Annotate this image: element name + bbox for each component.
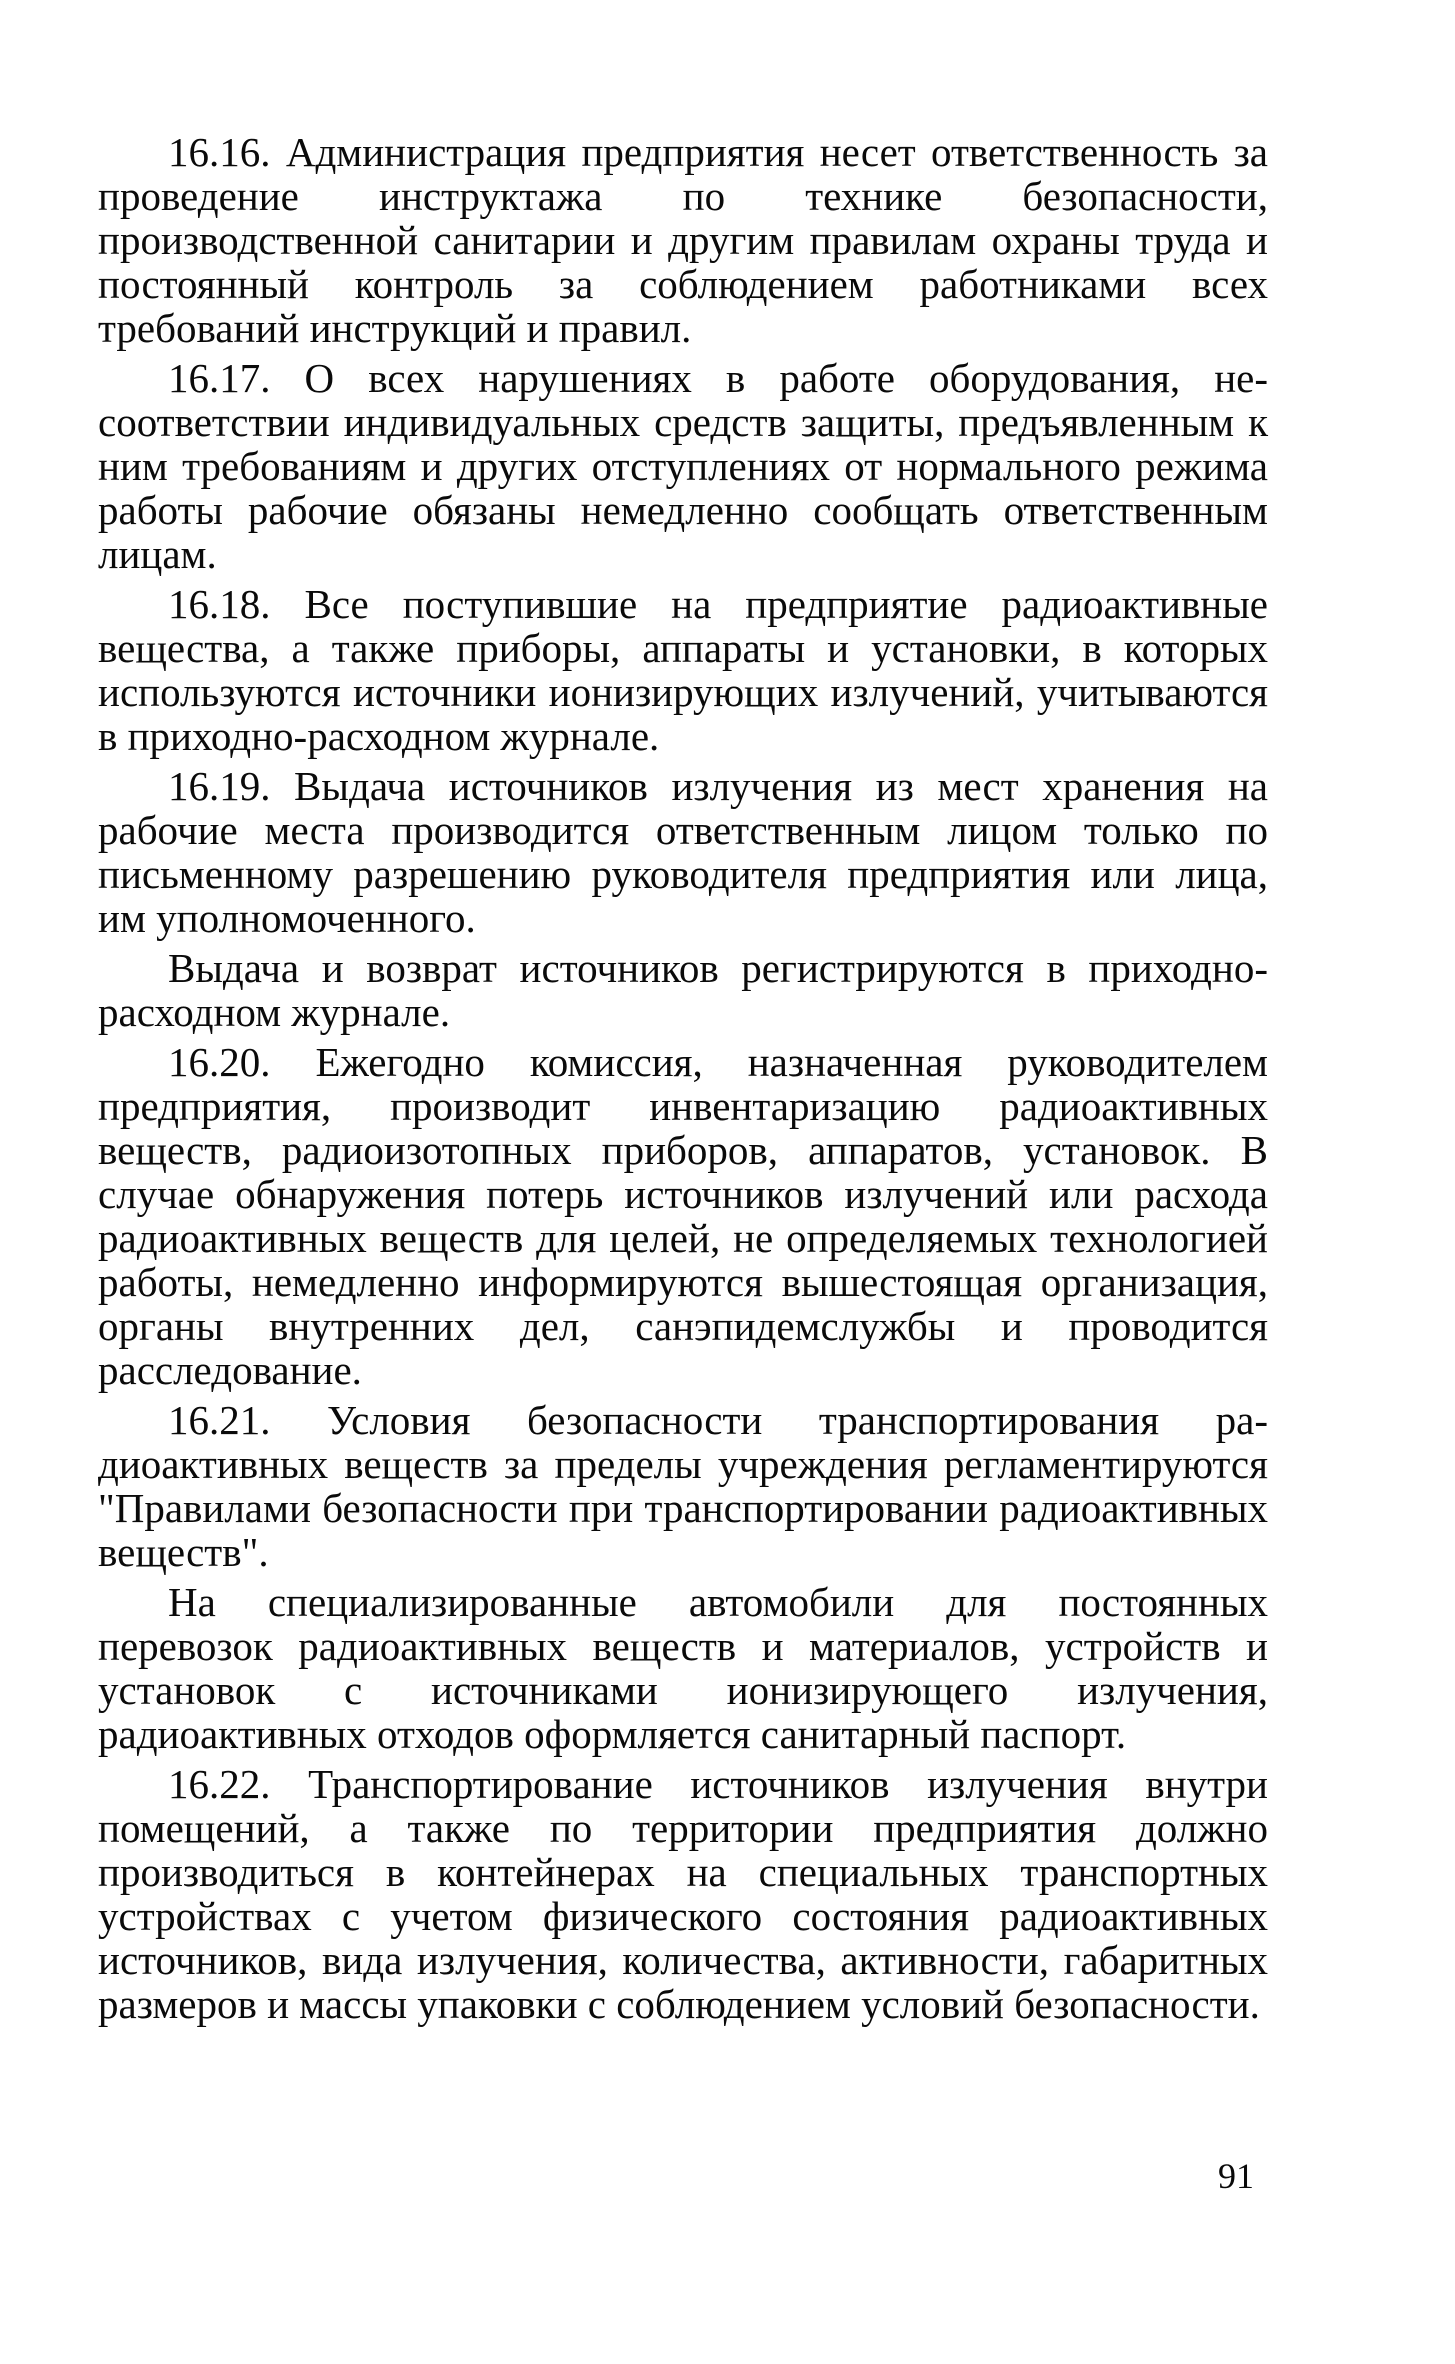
paragraph-16-19-continued: Выдача и возврат источников регистрируются в приходно-расходном журнале. (98, 945, 1268, 1035)
paragraph-16-18: 16.18. Все поступившие на предприятие радиоактивные вещества, а также приборы, аппараты и установки, в которых используются источники ионизирующих излучений, учитываются в приходно-расходном журнале. (98, 581, 1268, 759)
paragraph-16-20: 16.20. Ежегодно комиссия, назначенная руководителем предприятия, производит инвентаризацию радиоактивных веществ, радиоизотопных приборов, аппаратов, установок. В случае обнаружения потерь источников излучений или расхода радиоактивных веществ для целей, не определяемых технологией работы, немедленно информируются вышестоящая организация, органы внутренних дел, санэпидемслужбы и проводится расследование. (98, 1039, 1268, 1393)
paragraph-16-22: 16.22. Транспортирование источников излучения внутри помещений, а также по территории предприятия должно производиться в контейнерах на специальных транспортных устройствах с учетом физического состояния радиоактивных источников, вида излучения, количества, активности, габаритных размеров и массы упаковки с соблюдением условий безопасности. (98, 1761, 1268, 2027)
page-number: 91 (1218, 2156, 1254, 2196)
paragraph-16-21-continued: На специализированные автомобили для постоянных перевозок радиоактивных веществ и материалов, устройств и установок с источниками ионизирующего излучения, радиоактивных отходов оформляется санитарный паспорт. (98, 1579, 1268, 1757)
paragraph-16-17: 16.17. О всех нарушениях в работе оборудования, несоответствии индивидуальных средств защиты, предъявленным к ним требованиям и других отступлениях от нормального режима работы рабочие обязаны немедленно сообщать ответственным лицам. (98, 355, 1268, 577)
page-body (98, 130, 1268, 2032)
paragraph-16-19: 16.19. Выдача источников излучения из мест хранения на рабочие места производится ответственным лицом только по письменному разрешению руководителя предприятия или лица, им уполномоченного. (98, 763, 1268, 941)
paragraph-16-16: 16.16. Администрация предприятия несет ответственность за проведение инструктажа по технике безопасности, производственной санитарии и другим правилам охраны труда и постоянный контроль за соблюдением работниками всех требований инструкций и правил. (98, 129, 1268, 351)
paragraph-16-21: 16.21. Условия безопасности транспортирования радиоактивных веществ за пределы учреждения регламентируются "Правилами безопасности при транспортировании радиоактивных веществ". (98, 1397, 1268, 1575)
